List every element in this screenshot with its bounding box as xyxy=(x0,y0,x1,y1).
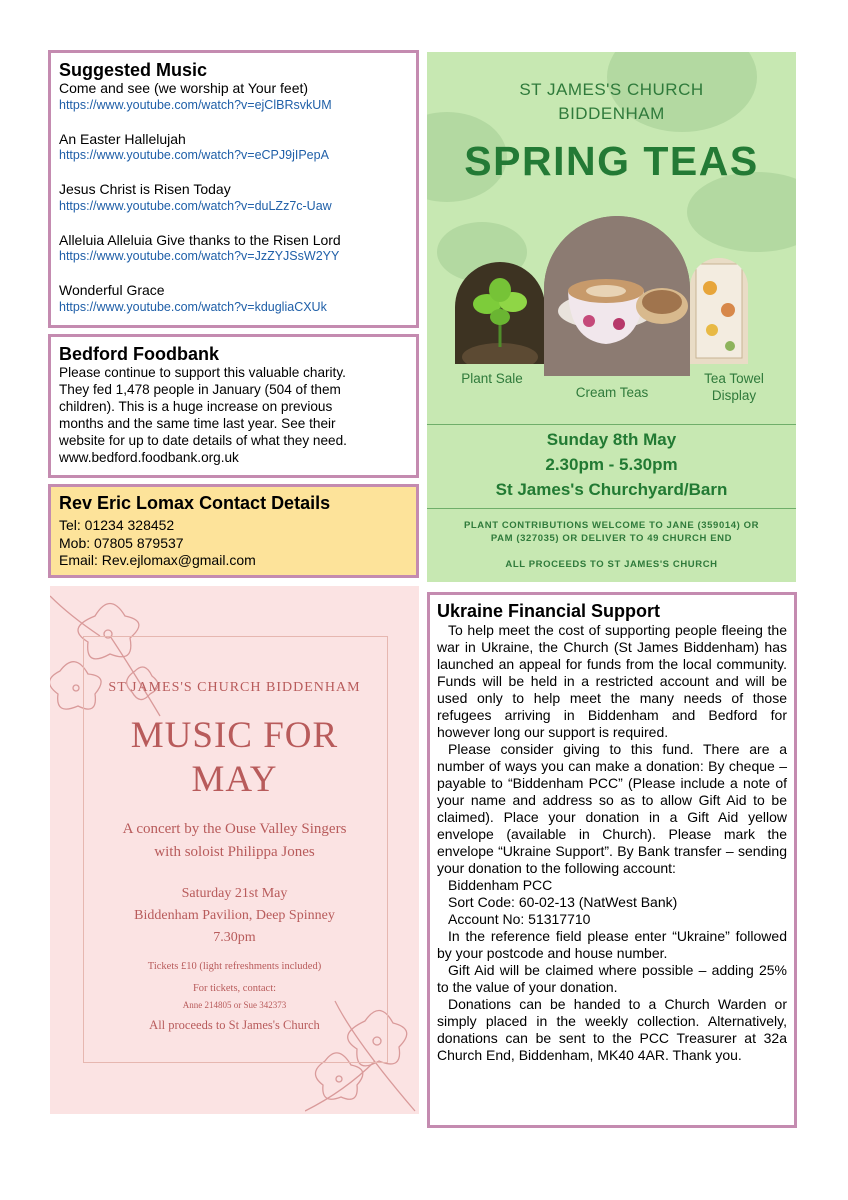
contributions-line-2: PAM (327035) OR DELIVER TO 49 CHURCH END xyxy=(490,533,733,544)
contact-details-box xyxy=(48,484,419,578)
paragraph: In the reference field please enter “Ukraine” followed by your postcode and house number. xyxy=(437,928,787,961)
song-link[interactable]: https://www.youtube.com/watch?v=ejClBRsvkUM xyxy=(59,97,332,112)
phone-tel: Tel: 01234 328452 xyxy=(59,517,175,533)
song-link[interactable]: https://www.youtube.com/watch?v=kdugliaCXUk xyxy=(59,299,327,314)
concert-line-1: A concert by the Ouse Valley Singers xyxy=(122,821,347,837)
music-for-may-poster xyxy=(50,586,419,1114)
cream-tea-photo xyxy=(544,216,690,376)
body-line: Please continue to support this valuable charity. xyxy=(59,365,346,380)
song-title: An Easter Hallelujah xyxy=(59,130,186,147)
ukraine-support-box xyxy=(427,592,797,1128)
song-link[interactable]: https://www.youtube.com/watch?v=eCPJ9jIPepA xyxy=(59,148,329,162)
paragraph: Gift Aid will be claimed where possible – adding 25% to the value of your donation. xyxy=(437,962,787,995)
headline: SPRING TEAS xyxy=(464,138,759,184)
event-date: Sunday 8th May xyxy=(546,430,677,449)
proceeds-line: ALL PROCEEDS TO ST JAMES'S CHURCH xyxy=(505,559,718,570)
divider xyxy=(427,424,796,425)
paragraph: Donations can be handed to a Church Warden or simply placed in the weekly collection. Alternatively, donations can be sent to the PCC Treasurer at 32a Church End, Biddenham, MK40 4AR. Thank you. xyxy=(437,996,787,1063)
teacup-icon xyxy=(544,216,690,376)
song-title: Alleluia Alleluia Give thanks to the Risen Lord xyxy=(59,231,341,248)
event-venue: St James's Churchyard/Barn xyxy=(495,480,728,499)
website-link[interactable]: www.bedford.foodbank.org.uk xyxy=(59,450,239,465)
phone-mobile: Mob: 07805 879537 xyxy=(59,534,184,551)
song-title: Come and see (we worship at Your feet) xyxy=(59,80,309,96)
proceeds-line: All proceeds to St James's Church xyxy=(149,1018,320,1032)
song-link[interactable]: https://www.youtube.com/watch?v=duLZz7c-Uaw xyxy=(59,198,332,213)
church-name: ST JAMES'S CHURCH xyxy=(519,80,704,99)
section-title: Rev Eric Lomax Contact Details xyxy=(59,493,331,513)
body-line: website for up to date details of what they need. xyxy=(59,433,347,448)
song-title: Wonderful Grace xyxy=(59,282,165,298)
ticket-price: Tickets £10 (light refreshments included) xyxy=(147,961,322,972)
concert-venue: Biddenham Pavilion, Deep Spinney xyxy=(134,908,335,923)
caption-tea-towel-2: Display xyxy=(711,388,757,403)
paragraph: To help meet the cost of supporting people fleeing the war in Ukraine, the Church (St James Biddenham) has launched an appeal for funds from the local community. Funds will be held in a restricted account and will be used only to help meet the many needs of those refugees arriving in Biddenham and Bedford for however long our support is required. xyxy=(437,622,787,740)
church-name: ST JAMES'S CHURCH BIDDENHAM xyxy=(108,680,361,695)
caption-plant-sale: Plant Sale xyxy=(461,371,523,386)
section-title: Ukraine Financial Support xyxy=(437,601,661,621)
song-link[interactable]: https://www.youtube.com/watch?v=JzZYJSsW2YY xyxy=(59,249,340,263)
section-title: Suggested Music xyxy=(59,60,208,80)
song-title: Jesus Christ is Risen Today xyxy=(59,181,231,197)
concert-date: Saturday 21st May xyxy=(181,886,288,901)
church-location: BIDDENHAM xyxy=(558,104,665,123)
contributions-line-1: PLANT CONTRIBUTIONS WELCOME TO JANE (359014) OR xyxy=(463,520,760,531)
event-time: 2.30pm - 5.30pm xyxy=(545,455,678,474)
foodbank-box xyxy=(48,334,419,478)
body-line: children). This is a huge increase on previous xyxy=(59,399,333,414)
sort-code: Sort Code: 60-02-13 (NatWest Bank) xyxy=(448,894,678,910)
concert-line-2: with soloist Philippa Jones xyxy=(154,844,315,860)
tea-towel-icon xyxy=(690,258,748,364)
paragraph: Please consider giving to this fund. There are a number of ways you can make a donation: By cheque – payable to “Biddenham PCC” (Please include a note of your name and address so as to allow Gift Aid to be claimed). Place your donation in a Gift Aid yellow envelope (available in Church). Please mark the envelope “Ukraine Support”. By Bank transfer – sending your donation to the following account: xyxy=(437,741,787,876)
concert-time: 7.30pm xyxy=(213,930,256,945)
spring-teas-poster xyxy=(427,52,796,582)
ticket-contacts: Anne 214805 or Sue 342373 xyxy=(182,1000,287,1010)
body-line: months and the same time last year. See their xyxy=(59,416,336,431)
caption-tea-towel-1: Tea Towel xyxy=(704,371,764,386)
tea-towel-photo xyxy=(690,258,748,364)
account-number: Account No: 51317710 xyxy=(448,911,591,927)
poster-title-2: MAY xyxy=(191,759,278,800)
plant-icon xyxy=(455,262,545,364)
divider xyxy=(427,508,796,509)
poster-title-1: MUSIC FOR xyxy=(130,715,339,756)
section-title: Bedford Foodbank xyxy=(59,344,219,364)
email-address[interactable]: Email: Rev.ejlomax@gmail.com xyxy=(59,552,256,568)
caption-cream-teas: Cream Teas xyxy=(575,385,649,400)
ticket-contact-label: For tickets, contact: xyxy=(192,983,277,994)
body-line: They fed 1,478 people in January (504 of them xyxy=(59,382,341,397)
plant-photo xyxy=(455,262,545,364)
suggested-music-box xyxy=(48,50,419,328)
account-name: Biddenham PCC xyxy=(448,877,553,893)
